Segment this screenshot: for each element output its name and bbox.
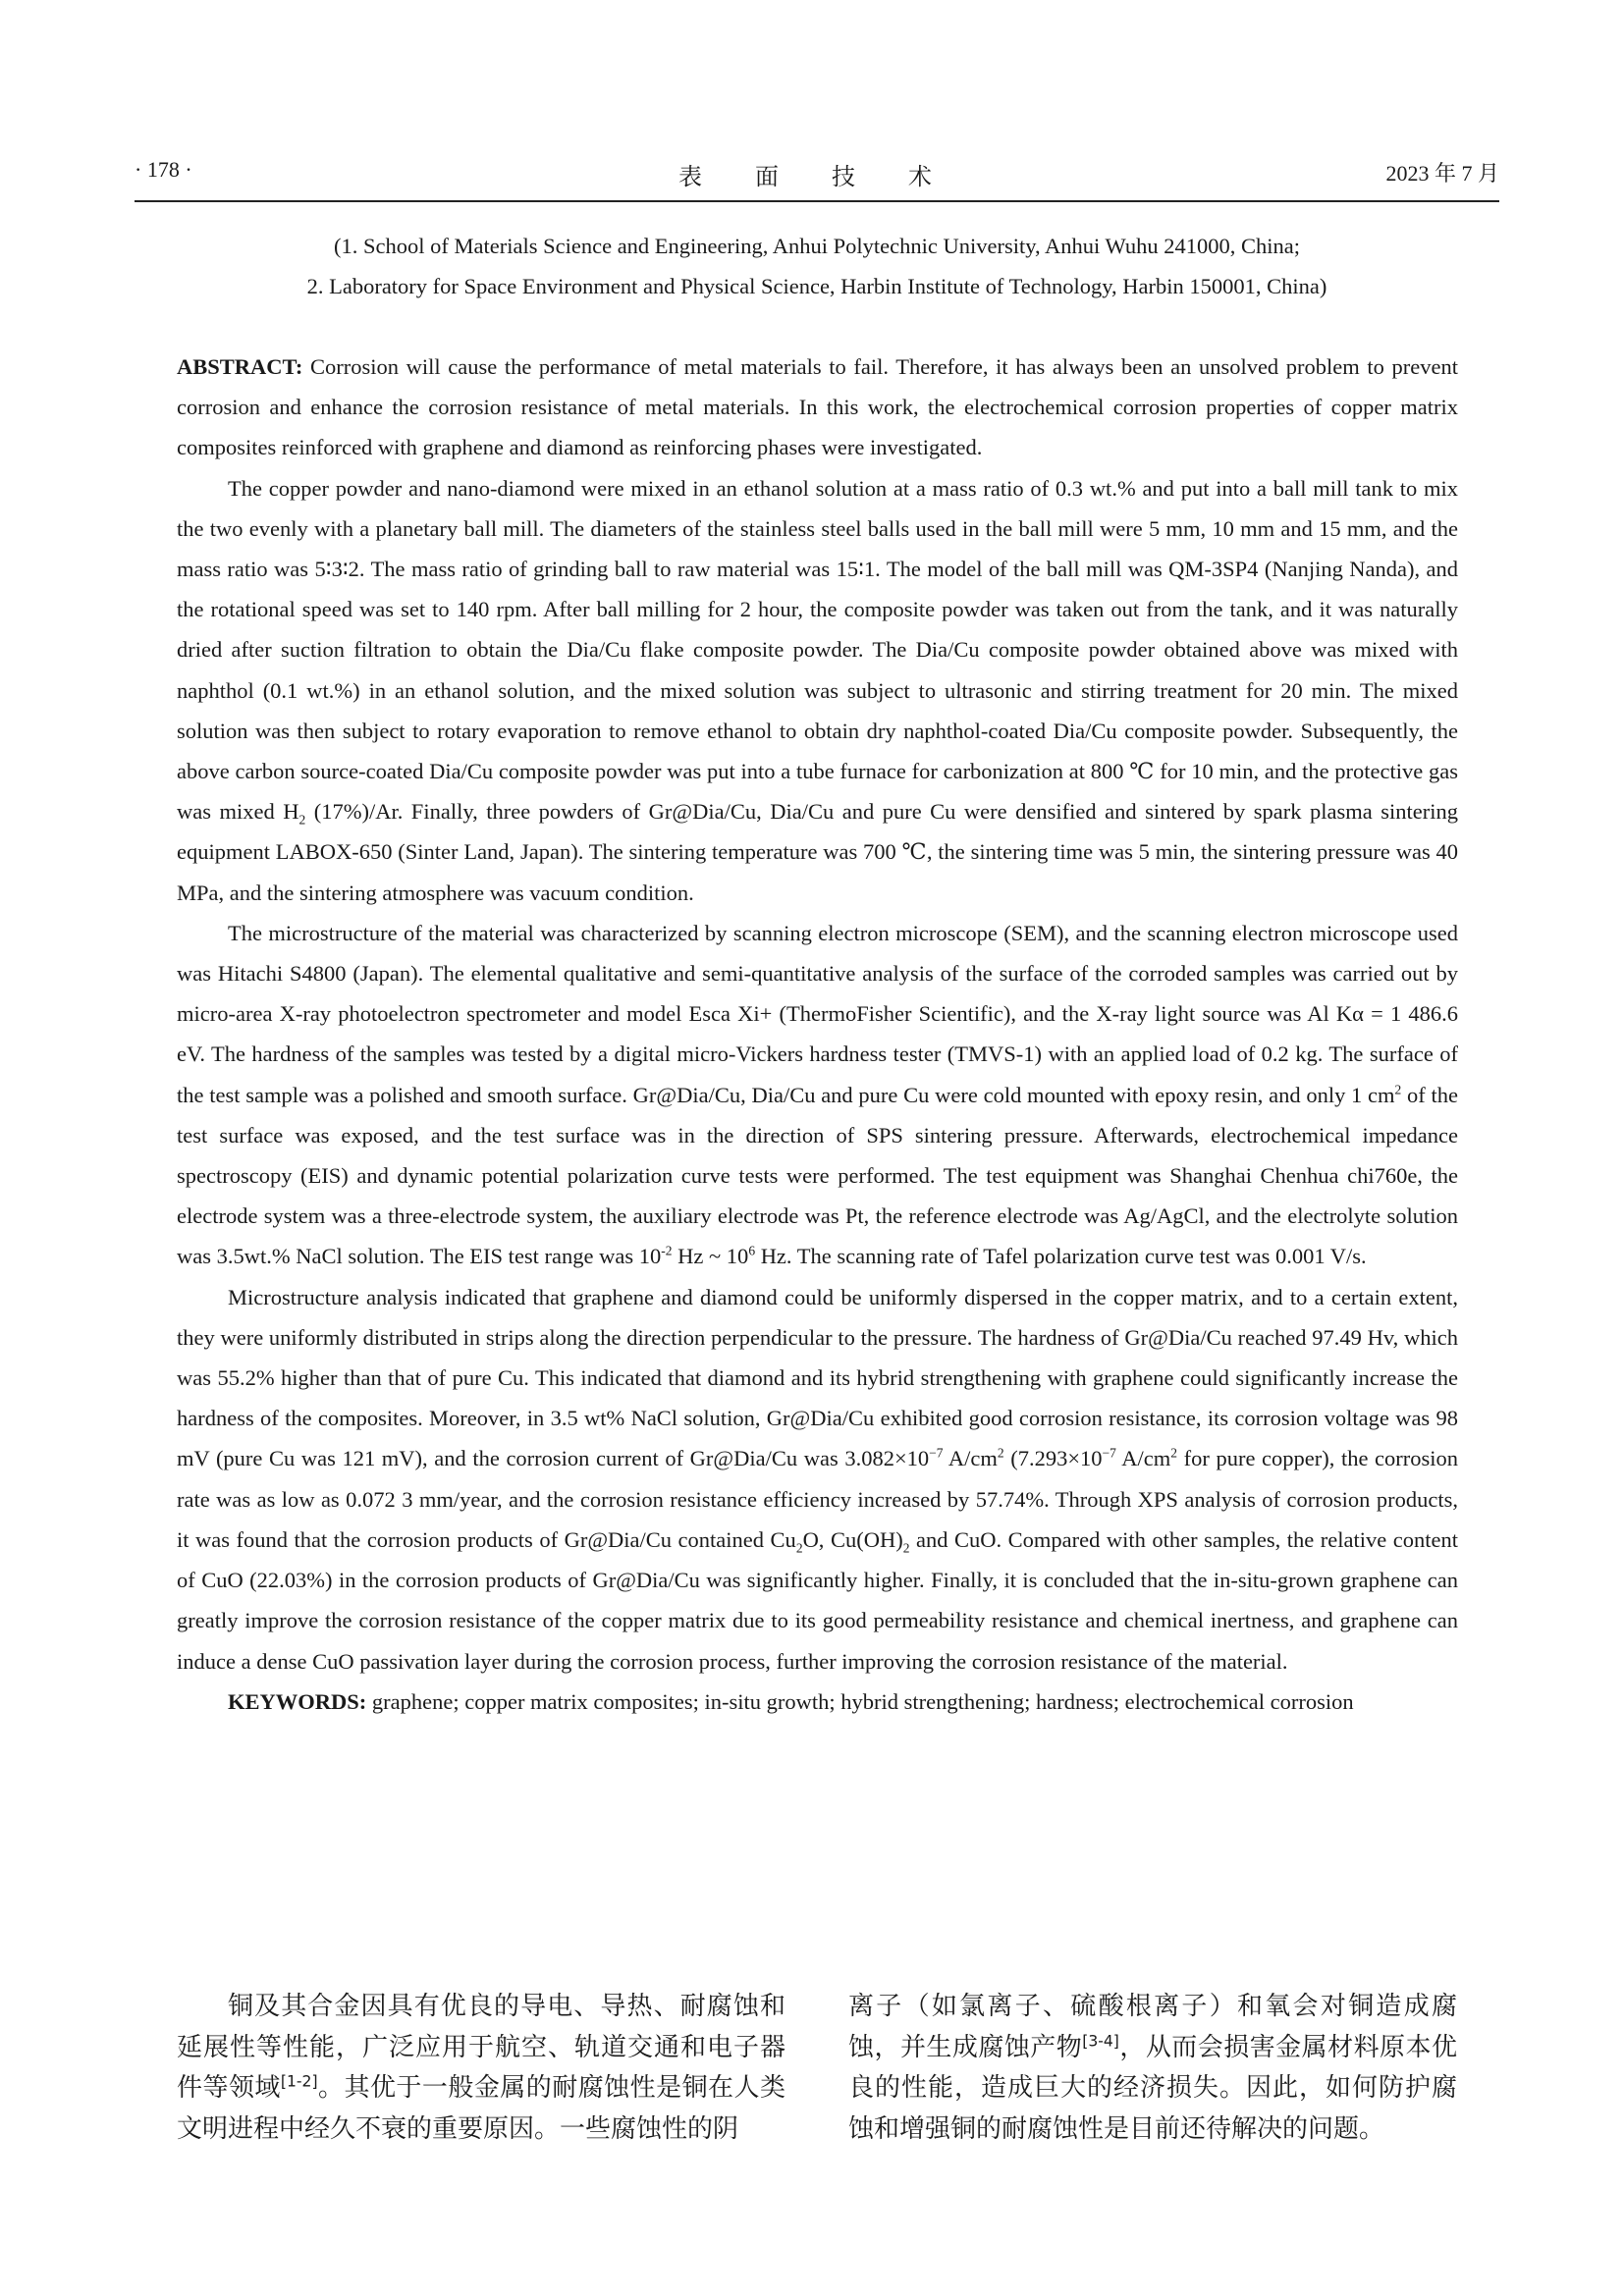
abstract-p4-text-a: Microstructure analysis indicated that graphene and diamond could be uniformly dispersed in the copper matrix, and to a certain extent, they were uniformly distributed in strips along the direction perpendicular to the pressure. The hardness of Gr@Dia/Cu reached 97.49 Hv, which was 55.2% higher than that of pure Cu. This indicated that diamond and its hybrid strengthening with graphene could significantly increase the hardness of the composites. Moreover, in 3.5 wt% NaCl solution, Gr@Dia/Cu exhibited good corrosion resistance, its corrosion voltage was 98 mV (pure Cu was 121 mV), and the corrosion current of Gr@Dia/Cu was 3.082×10 — [177, 1284, 1458, 1471]
cm2-superscript: 2 — [1394, 1082, 1402, 1097]
cuoh2-subscript: 2 — [902, 1540, 910, 1556]
keywords-label: KEYWORDS: — [228, 1688, 367, 1714]
affiliation-1: (1. School of Materials Science and Engineering, Anhui Polytechnic University, Anhui Wuhu 241000, China; — [334, 234, 1300, 258]
abstract-p3-text-d: Hz. The scanning rate of Tafel polarization curve test was 0.001 V/s. — [755, 1244, 1367, 1269]
abstract-label: ABSTRACT: — [177, 354, 303, 379]
affiliations — [135, 226, 1499, 306]
body-left-text-a: 铜及其合金因具有优良的导电、导热、耐腐蚀和延展性等性能，广泛应用于航空、轨道交通和电子器件等领域 — [177, 1992, 785, 2103]
h2-subscript: 2 — [298, 812, 306, 828]
running-header — [135, 157, 1499, 196]
cm2-superscript-a: 2 — [997, 1445, 1004, 1461]
abstract-p4-text-c: (7.293×10 — [1003, 1446, 1103, 1471]
abstract-p3-text-a: The microstructure of the material was characterized by scanning electron microscope (SEM), and the scanning electron microscope used was Hitachi S4800 (Japan). The elemental qualitative and semi-quantitative analysis of the surface of the corroded samples was carried out by micro-area X-ray photoelectron spectrometer and model Esca Xi+ (ThermoFisher Scientific), and the X-ray light source was Al Kα = 1 486.6 eV. The hardness of the samples was tested by a digital micro-Vickers hardness tester (TMVS-1) with an applied load of 0.2 kg. The surface of the test sample was a polished and smooth surface. Gr@Dia/Cu, Dia/Cu and pure Cu were cold mounted with epoxy resin, and only 1 cm — [177, 920, 1458, 1107]
abstract-paragraph-2 — [177, 468, 1458, 913]
abstract-p4-text-b: A/cm — [943, 1446, 998, 1471]
keywords-text: graphene; copper matrix composites; in-situ growth; hybrid strengthening; hardness; electrochemical corrosion — [366, 1688, 1354, 1714]
abstract-p2-text-b: (17%)/Ar. Finally, three powders of Gr@Dia/Cu, Dia/Cu and pure Cu were densified and sintered by spark plasma sintering equipment LABOX-650 (Sinter Land, Japan). The sintering temperature was 700 ℃, the sintering time was 5 min, the sintering pressure was 40 MPa, and the sintering atmosphere was vacuum condition. — [177, 799, 1458, 905]
citation-3-4: [3-4] — [1082, 2031, 1119, 2050]
abstract-paragraph-1 — [177, 347, 1458, 468]
exponent-neg7-a: −7 — [929, 1445, 944, 1461]
body-left-text-b: 。其优于一般金属的耐腐蚀性是铜在人类文明进程中经久不衰的重要原因。一些腐蚀性的阴 — [177, 2073, 785, 2144]
exponent-neg2: -2 — [661, 1243, 673, 1258]
issue-date: 2023 年 7 月 — [1385, 161, 1499, 186]
body-column-right — [848, 1987, 1457, 2150]
exponent-neg7-b: −7 — [1102, 1445, 1116, 1461]
abstract-paragraph-4 — [177, 1277, 1458, 1682]
abstract-p3-text-c: Hz ~ 10 — [672, 1244, 749, 1269]
abstract-p4-text-f: O, Cu(OH) — [802, 1526, 903, 1552]
page-number: · 178 · — [135, 157, 192, 182]
cm2-superscript-b: 2 — [1170, 1445, 1178, 1461]
keywords — [177, 1682, 1458, 1722]
abstract-p4-text-e: for pure copper), the corrosion rate was as low as 0.072 3 mm/year, and the corrosion resistance efficiency increased by 57.74%. Through XPS analysis of corrosion products, it was found that the corrosion products of Gr@Dia/Cu contained Cu — [177, 1446, 1459, 1552]
abstract — [177, 347, 1458, 1722]
abstract-p4-text-d: A/cm — [1115, 1446, 1171, 1471]
exponent-6: 6 — [748, 1243, 756, 1258]
body-right-text-a: 离子（如氯离子、硫酸根离子）和氧会对铜造成腐蚀，并生成腐蚀产物 — [848, 1992, 1457, 2062]
abstract-p4-text-g: and CuO. Compared with other samples, the relative content of CuO (22.03%) in the corrosion products of Gr@Dia/Cu was significantly higher. Finally, it is concluded that the in-situ-grown graphene can greatly improve the corrosion resistance of the copper matrix due to its good permeability resistance and chemical inertness, and graphene can induce a dense CuO passivation layer during the corrosion process, further improving the corrosion resistance of the material. — [177, 1526, 1458, 1674]
journal-title: 表 面 技 术 — [678, 165, 955, 190]
cu2o-subscript: 2 — [795, 1540, 803, 1556]
header-rule — [135, 200, 1499, 202]
citation-1-2: [1-2] — [280, 2072, 318, 2091]
abstract-p2-text-a: The copper powder and nano-diamond were mixed in an ethanol solution at a mass ratio of 0.3 wt.% and put into a ball mill tank to mix the two evenly with a planetary ball mill. The diameters of the stainless steel balls used in the ball mill were 5 mm, 10 mm and 15 mm, and the mass ratio was 5∶3∶2. The mass ratio of grinding ball to raw material was 15∶1. The model of the ball mill was QM-3SP4 (Nanjing Nanda), and the rotational speed was set to 140 rpm. After ball milling for 2 hour, the composite powder was taken out from the tank, and it was naturally dried after suction filtration to obtain the Dia/Cu flake composite powder. The Dia/Cu composite powder obtained above was mixed with naphthol (0.1 wt.%) in an ethanol solution, and the mixed solution was subject to ultrasonic and stirring treatment for 20 min. The mixed solution was then subject to rotary evaporation to remove ethanol to obtain dry naphthol-coated Dia/Cu composite powder. Subsequently, the above carbon source-coated Dia/Cu composite powder was put into a tube furnace for carbonization at 800 ℃ for 10 min, and the protective gas was mixed H — [177, 475, 1458, 825]
body-paragraph-right — [848, 1987, 1457, 2150]
body-column-left — [177, 1987, 785, 2150]
body-paragraph-left — [177, 1987, 785, 2150]
abstract-paragraph-3 — [177, 913, 1458, 1277]
body-right-text-b: ，从而会损害金属材料原本优良的性能，造成巨大的经济损失。因此，如何防护腐蚀和增强铜的耐腐蚀性是目前还待解决的问题。 — [848, 2032, 1457, 2144]
abstract-p3-text-b: of the test surface was exposed, and the test surface was in the direction of SPS sintering pressure. Afterwards, electrochemical impedance spectroscopy (EIS) and dynamic potential polarization curve tests were performed. The test equipment was Shanghai Chenhua chi760e, the electrode system was a three-electrode system, the auxiliary electrode was Pt, the reference electrode was Ag/AgCl, and the electrolyte solution was 3.5wt.% NaCl solution. The EIS test range was 10 — [177, 1082, 1459, 1269]
abstract-p1-text: Corrosion will cause the performance of metal materials to fail. Therefore, it has always been an unsolved problem to prevent corrosion and enhance the corrosion resistance of metal materials. In this work, the electrochemical corrosion properties of copper matrix composites reinforced with graphene and diamond as reinforcing phases were investigated. — [177, 354, 1459, 460]
affiliation-2: 2. Laboratory for Space Environment and Physical Science, Harbin Institute of Technology, Harbin 150001, China) — [306, 274, 1327, 298]
